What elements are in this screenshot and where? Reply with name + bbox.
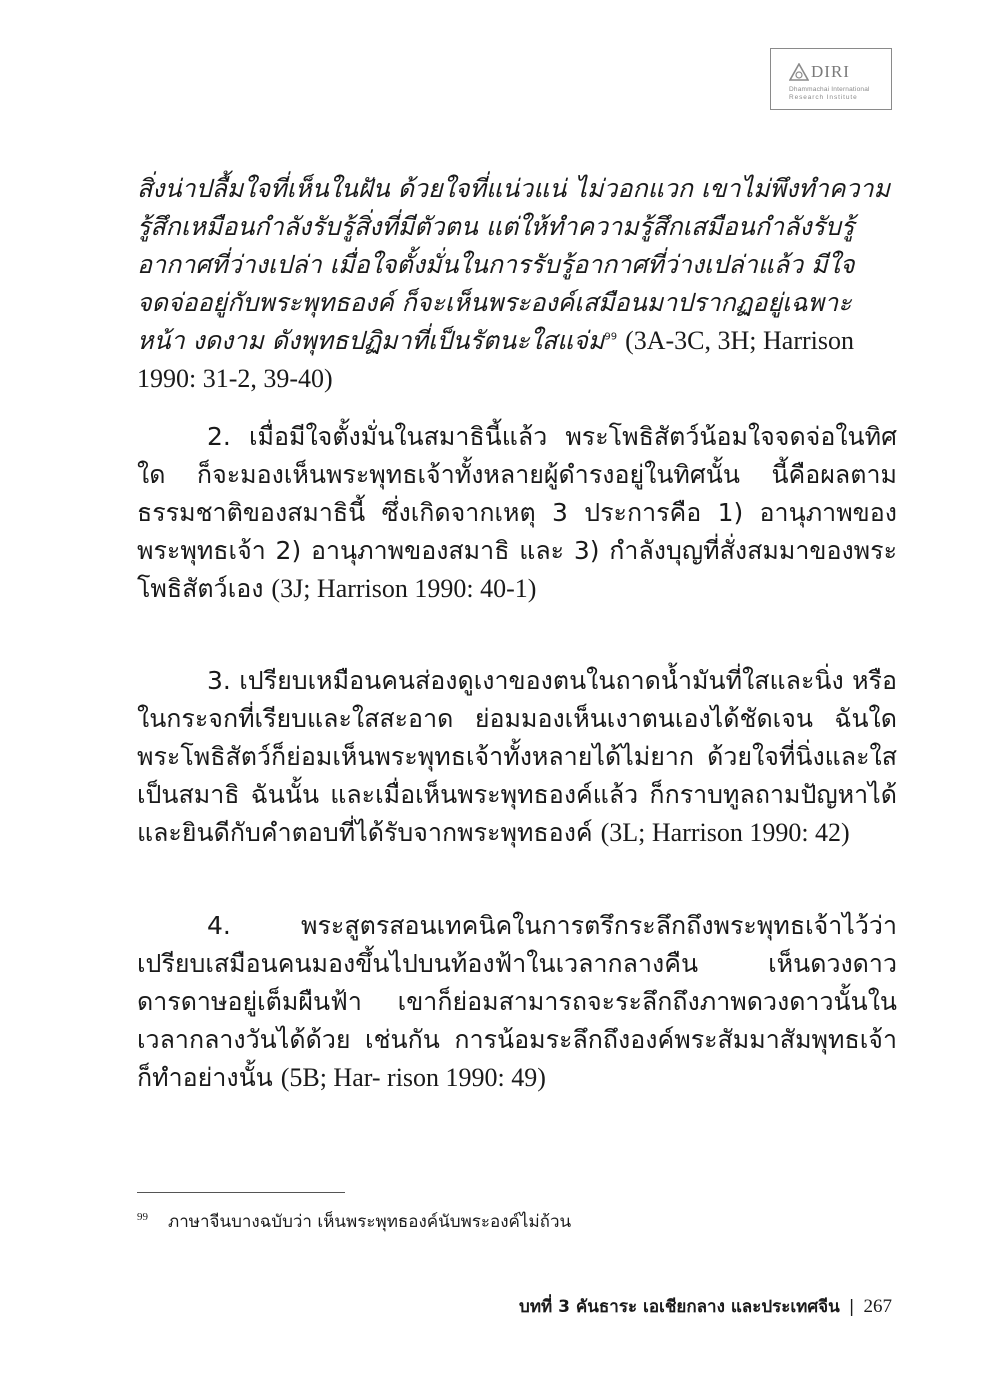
paragraph-4 bbox=[137, 907, 897, 1097]
paragraph-3-text: 3. เปรียบเหมือนคนส่องดูเงาของตนในถาดน้ำมันที่ใสและนิ่ง หรือในกระจกที่เรียบและใสสะอาด ย่อมมองเห็นเงาตนเองได้ชัดเจน ฉันใด พระโพธิสัตว์ก็ย่อมเห็นพระพุทธเจ้าทั้งหลายได้ไม่ยาก ด้วยใจที่นิ่งและใส เป็นสมาธิ ฉันนั้น และเมื่อเห็นพระพุทธองค์แล้ว ก็กราบทูลถามปัญหาได้ และยินดีกับคำตอบที่ได้รับจากพระพุทธองค์ bbox=[137, 666, 897, 847]
logo-name: DIRI bbox=[811, 62, 850, 81]
triangle-logo-icon bbox=[789, 63, 809, 81]
paragraph-1-citation: (3A-3C, 3H; Harrison 1990: 31-2, 39-40) bbox=[137, 326, 854, 393]
paragraph-3-citation: (3L; Harrison 1990: 42) bbox=[600, 818, 850, 847]
logo-subtitle-2: Research Institute bbox=[789, 94, 858, 101]
paragraph-2-text: 2. เมื่อมีใจตั้งมั่นในสมาธินี้แล้ว พระโพธิสัตว์น้อมใจจดจ่อในทิศใด ก็จะมองเห็นพระพุทธเจ้าทั้งหลายผู้ดำรงอยู่ในทิศนั้น นี้คือผลตามธรรมชาติของสมาธินี้ ซึ่งเกิดจากเหตุ 3 ประการคือ 1) อานุภาพของพระพุทธเจ้า 2) อานุภาพของสมาธิ และ 3) กำลังบุญที่สั่งสมมาของพระโพธิสัตว์เอง bbox=[137, 422, 897, 603]
paragraph-2-citation: (3J; Harrison 1990: 40-1) bbox=[271, 574, 537, 603]
logo-subtitle-1: Dhammachai International bbox=[789, 86, 870, 93]
footnote-number: 99 bbox=[137, 1211, 148, 1224]
running-footer bbox=[519, 1293, 892, 1320]
footnote-marker: 99 bbox=[604, 331, 618, 343]
footnote-text: ภาษาจีนบางฉบับว่า เห็นพระพุทธองค์นับพระองค์ไม่ถ้วน bbox=[168, 1212, 572, 1232]
footnote-divider bbox=[137, 1192, 345, 1193]
chapter-title: บทที่ 3 คันธาระ เอเชียกลาง และประเทศจีน bbox=[519, 1297, 840, 1317]
paragraph-1-text: สิ่งน่าปลื้มใจที่เห็นในฝัน ด้วยใจที่แน่วแน่ ไม่วอกแวก เขาไม่พึงทำความรู้สึกเหมือนกำลังรับรู้สิ่งที่มีตัวตน แต่ให้ทำความรู้สึกเสมือนกำลังรับรู้อากาศที่ว่างเปล่า เมื่อใจตั้งมั่นในการรับรู้อากาศที่ว่างเปล่าแล้ว มีใจจดจ่ออยู่กับพระพุทธองค์ ก็จะเห็นพระองค์เสมือนมาปรากฏอยู่เฉพาะหน้า งดงาม ดังพุทธปฏิมาที่เป็นรัตนะใสแจ่ม bbox=[137, 174, 891, 355]
footnote bbox=[137, 1210, 571, 1234]
paragraph-3 bbox=[137, 662, 897, 852]
footer-separator: | bbox=[848, 1297, 855, 1317]
diri-logo bbox=[770, 48, 892, 110]
paragraph-1 bbox=[137, 170, 897, 398]
paragraph-4-citation: (5B; Har- rison 1990: 49) bbox=[280, 1063, 546, 1092]
paragraph-4-text: 4. พระสูตรสอนเทคนิคในการตรึกระลึกถึงพระพุทธเจ้าไว้ว่า เปรียบเสมือนคนมองขึ้นไปบนท้องฟ้าในเวลากลางคืน เห็นดวงดาวดารดาษอยู่เต็มผืนฟ้า เขาก็ย่อมสามารถจะระลึกถึงภาพดวงดาวนั้นในเวลากลางวันได้ด้วย เช่นกัน การน้อมระลึกถึงองค์พระสัมมาสัมพุทธเจ้าก็ทำอย่างนั้น bbox=[137, 911, 897, 1092]
page-number: 267 bbox=[863, 1296, 892, 1317]
paragraph-2 bbox=[137, 418, 897, 608]
